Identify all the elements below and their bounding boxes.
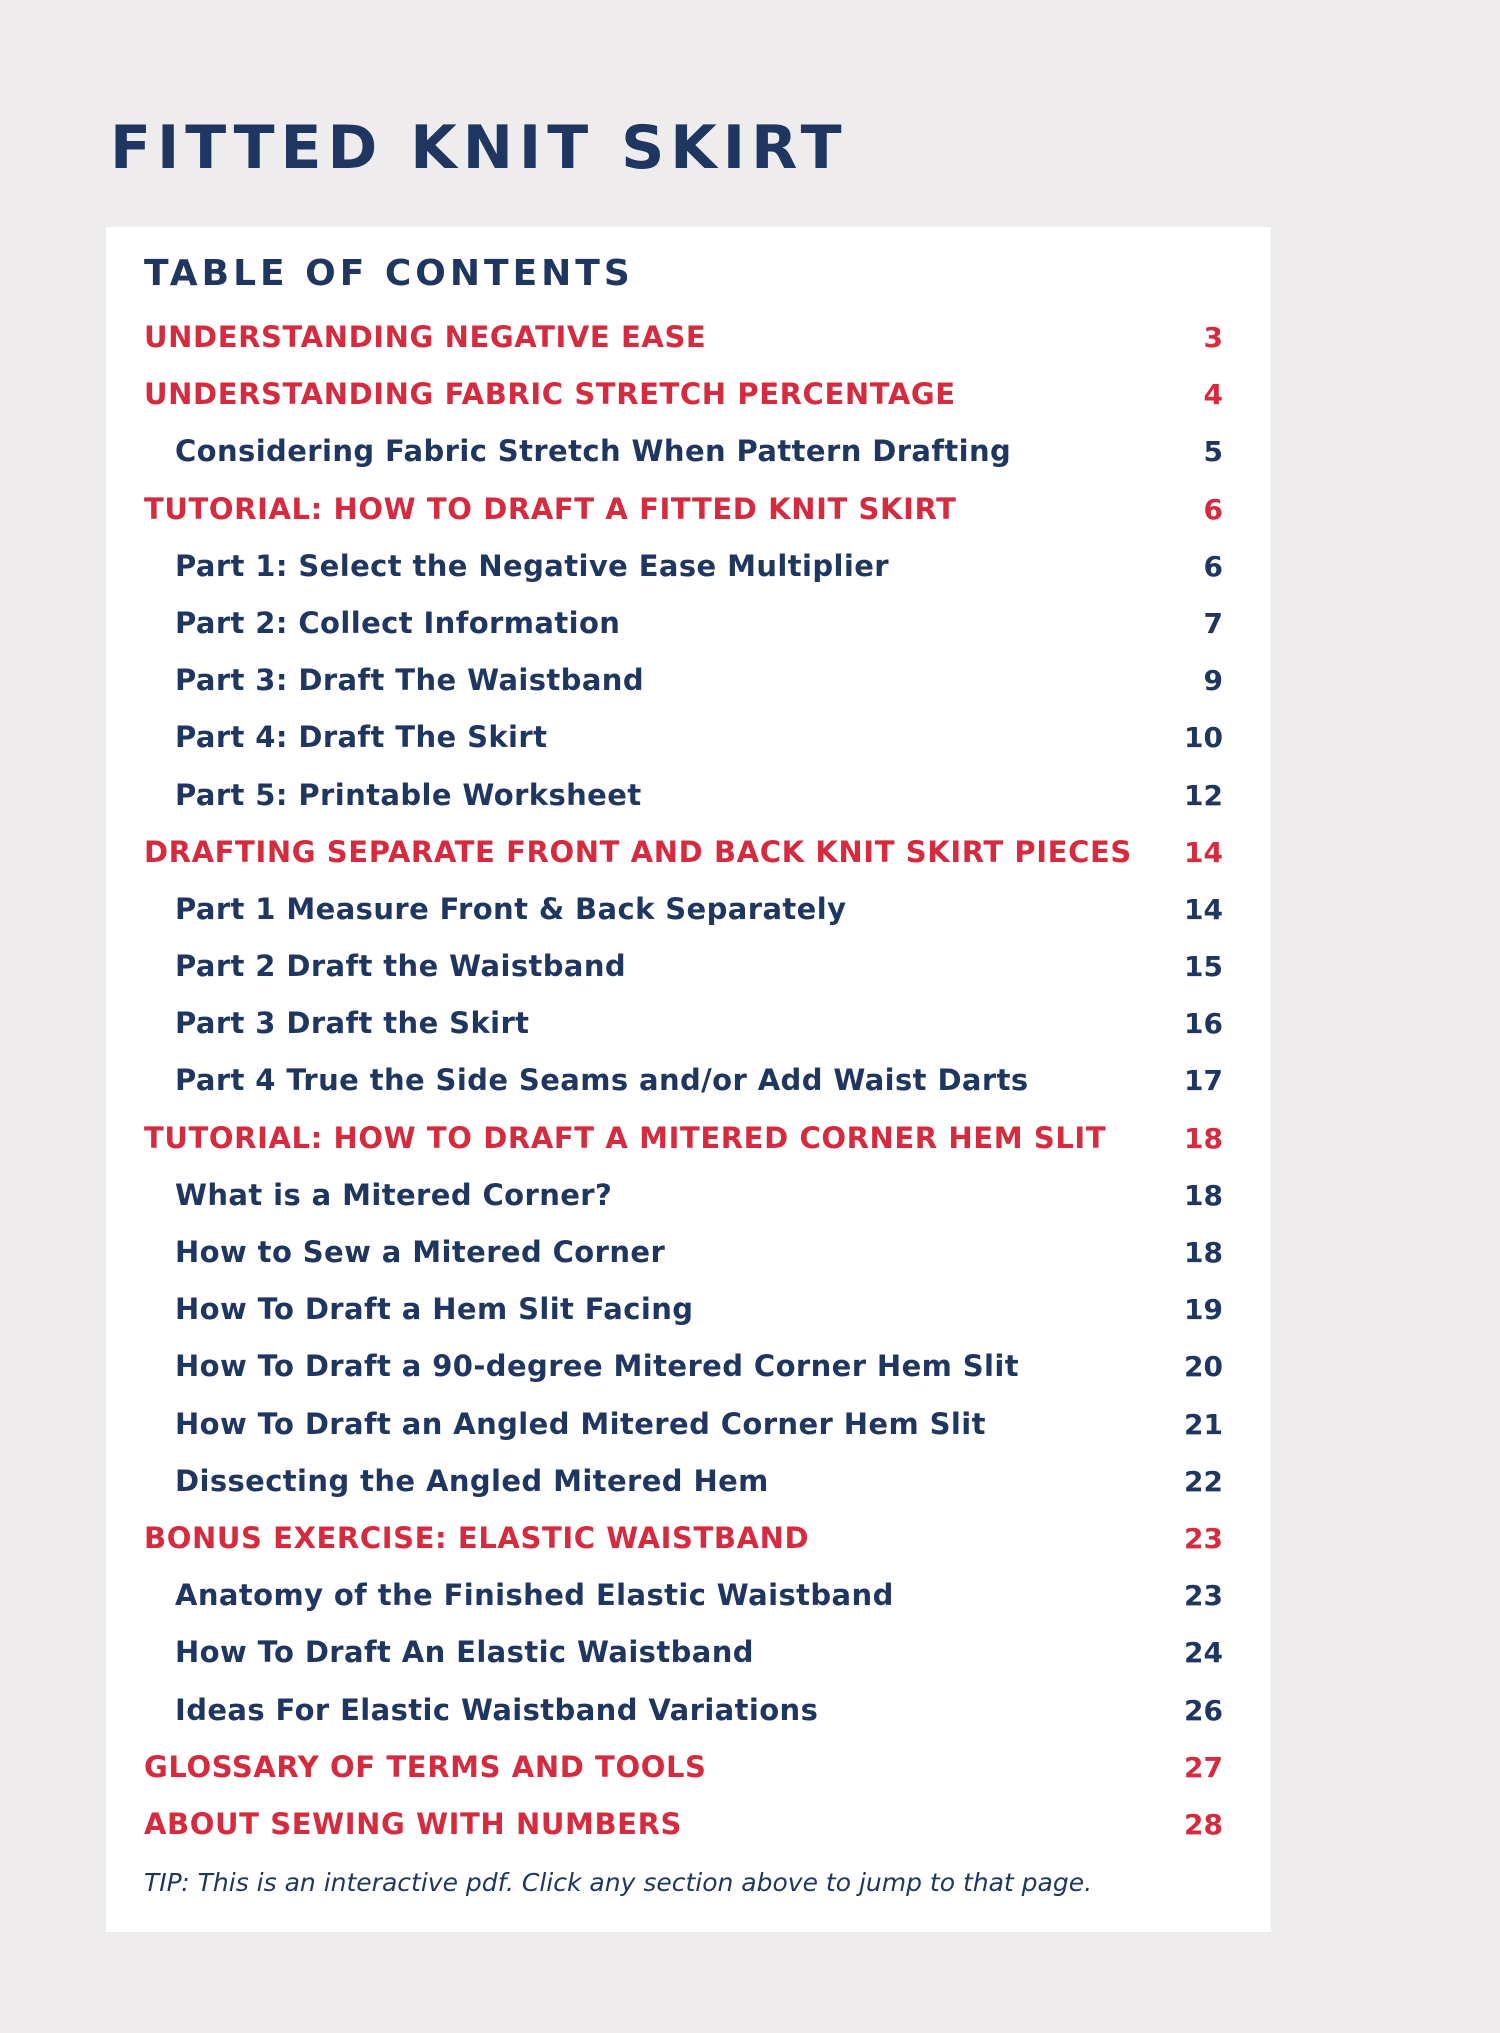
toc-page-number: 18 <box>1184 1178 1223 1212</box>
toc-entry-title: Dissecting the Angled Mitered Hem <box>175 1463 769 1498</box>
toc-page-number: 23 <box>1184 1521 1223 1555</box>
table-of-contents-panel <box>106 227 1271 1932</box>
toc-entry-title: UNDERSTANDING NEGATIVE EASE <box>144 320 707 354</box>
toc-subsection-link[interactable] <box>106 1624 1271 1681</box>
toc-section-link[interactable] <box>106 824 1271 881</box>
toc-entry-title: How to Sew a Mitered Corner <box>175 1235 666 1269</box>
toc-subsection-link[interactable] <box>106 1682 1271 1739</box>
toc-subsection-link[interactable] <box>106 767 1271 824</box>
toc-page-number: 15 <box>1184 950 1223 984</box>
toc-page-number: 23 <box>1184 1579 1223 1613</box>
toc-page-number: 6 <box>1203 492 1223 526</box>
toc-page-number: 14 <box>1184 892 1223 926</box>
toc-entry-title: How To Draft a 90-degree Mitered Corner Hem Slit <box>175 1349 1019 1384</box>
toc-subsection-link[interactable] <box>106 1396 1271 1453</box>
toc-section-link[interactable] <box>106 481 1271 538</box>
toc-entry-title: Considering Fabric Stretch When Pattern Drafting <box>175 434 1012 469</box>
toc-page-number: 22 <box>1184 1464 1223 1498</box>
toc-section-link[interactable] <box>106 309 1271 366</box>
toc-section-link[interactable] <box>106 1510 1271 1567</box>
toc-entry-title: Ideas For Elastic Waistband Variations <box>175 1692 819 1727</box>
toc-page-number: 20 <box>1184 1350 1223 1384</box>
document-title: FITTED KNIT SKIRT <box>110 113 848 183</box>
toc-page-number: 18 <box>1184 1121 1223 1155</box>
toc-page-number: 5 <box>1203 435 1223 469</box>
toc-page-number: 26 <box>1184 1693 1223 1727</box>
toc-subsection-link[interactable] <box>106 595 1271 652</box>
toc-page-number: 4 <box>1203 378 1223 412</box>
toc-section-link[interactable] <box>106 1796 1271 1853</box>
toc-section-link[interactable] <box>106 1110 1271 1167</box>
toc-entry-title: Part 4 True the Side Seams and/or Add Waist Darts <box>175 1063 1029 1098</box>
toc-entry-title: BONUS EXERCISE: ELASTIC WAISTBAND <box>144 1520 810 1555</box>
toc-entry-title: Part 2 Draft the Waistband <box>175 949 627 984</box>
toc-entry-title: Part 2: Collect Information <box>175 605 621 640</box>
toc-subsection-link[interactable] <box>106 1281 1271 1338</box>
toc-subsection-link[interactable] <box>106 938 1271 995</box>
toc-page-number: 28 <box>1184 1807 1223 1841</box>
toc-heading: TABLE OF CONTENTS <box>144 253 634 294</box>
toc-entry-title: Part 1 Measure Front & Back Separately <box>175 891 847 926</box>
toc-page-number: 3 <box>1203 321 1223 354</box>
toc-entry-title: Part 3: Draft The Waistband <box>175 663 645 698</box>
toc-tip-note: TIP: This is an interactive pdf. Click any section above to jump to that page. <box>144 1868 1093 1897</box>
toc-page-number: 27 <box>1184 1750 1223 1784</box>
toc-section-link[interactable] <box>106 366 1271 423</box>
toc-page-number: 17 <box>1184 1064 1223 1098</box>
toc-page-number: 24 <box>1184 1636 1223 1670</box>
toc-entry-title: TUTORIAL: HOW TO DRAFT A FITTED KNIT SKIRT <box>144 491 957 526</box>
toc-subsection-link[interactable] <box>106 1052 1271 1109</box>
toc-entry-title: TUTORIAL: HOW TO DRAFT A MITERED CORNER HEM SLIT <box>144 1120 1107 1155</box>
toc-subsection-link[interactable] <box>106 1453 1271 1510</box>
toc-entry-title: Part 3 Draft the Skirt <box>175 1006 530 1041</box>
toc-subsection-link[interactable] <box>106 1167 1271 1224</box>
toc-subsection-link[interactable] <box>106 423 1271 480</box>
toc-subsection-link[interactable] <box>106 881 1271 938</box>
toc-entry-title: What is a Mitered Corner? <box>175 1177 613 1212</box>
toc-entry-title: How To Draft a Hem Slit Facing <box>175 1292 694 1327</box>
toc-entry-title: Part 1: Select the Negative Ease Multiplier <box>175 548 889 583</box>
toc-subsection-link[interactable] <box>106 1224 1271 1281</box>
toc-page-number: 19 <box>1184 1293 1223 1327</box>
toc-page-number: 21 <box>1184 1407 1223 1441</box>
toc-subsection-link[interactable] <box>106 652 1271 709</box>
toc-page-number: 14 <box>1184 835 1223 869</box>
toc-entry-title: Part 5: Printable Worksheet <box>175 777 642 812</box>
toc-page-number: 9 <box>1203 664 1223 698</box>
toc-page-number: 6 <box>1203 549 1223 583</box>
toc-entry-title: How To Draft An Elastic Waistband <box>175 1635 754 1670</box>
toc-entry-title: How To Draft an Angled Mitered Corner Hem Slit <box>175 1406 986 1441</box>
toc-entry-title: UNDERSTANDING FABRIC STRETCH PERCENTAGE <box>144 377 956 412</box>
toc-page-number: 16 <box>1184 1007 1223 1041</box>
toc-page-number: 12 <box>1184 778 1223 812</box>
toc-subsection-link[interactable] <box>106 1338 1271 1395</box>
toc-subsection-link[interactable] <box>106 709 1271 766</box>
toc-list <box>106 309 1271 1853</box>
toc-page-number: 7 <box>1203 606 1223 640</box>
toc-section-link[interactable] <box>106 1739 1271 1796</box>
toc-subsection-link[interactable] <box>106 995 1271 1052</box>
toc-subsection-link[interactable] <box>106 538 1271 595</box>
toc-page-number: 18 <box>1184 1236 1223 1269</box>
toc-subsection-link[interactable] <box>106 1567 1271 1624</box>
toc-entry-title: DRAFTING SEPARATE FRONT AND BACK KNIT SKIRT PIECES <box>144 834 1132 869</box>
toc-entry-title: Anatomy of the Finished Elastic Waistband <box>175 1578 894 1613</box>
toc-entry-title: Part 4: Draft The Skirt <box>175 720 548 755</box>
toc-entry-title: ABOUT SEWING WITH NUMBERS <box>144 1806 683 1841</box>
toc-page-number: 10 <box>1184 721 1223 755</box>
toc-entry-title: GLOSSARY OF TERMS AND TOOLS <box>144 1749 707 1784</box>
